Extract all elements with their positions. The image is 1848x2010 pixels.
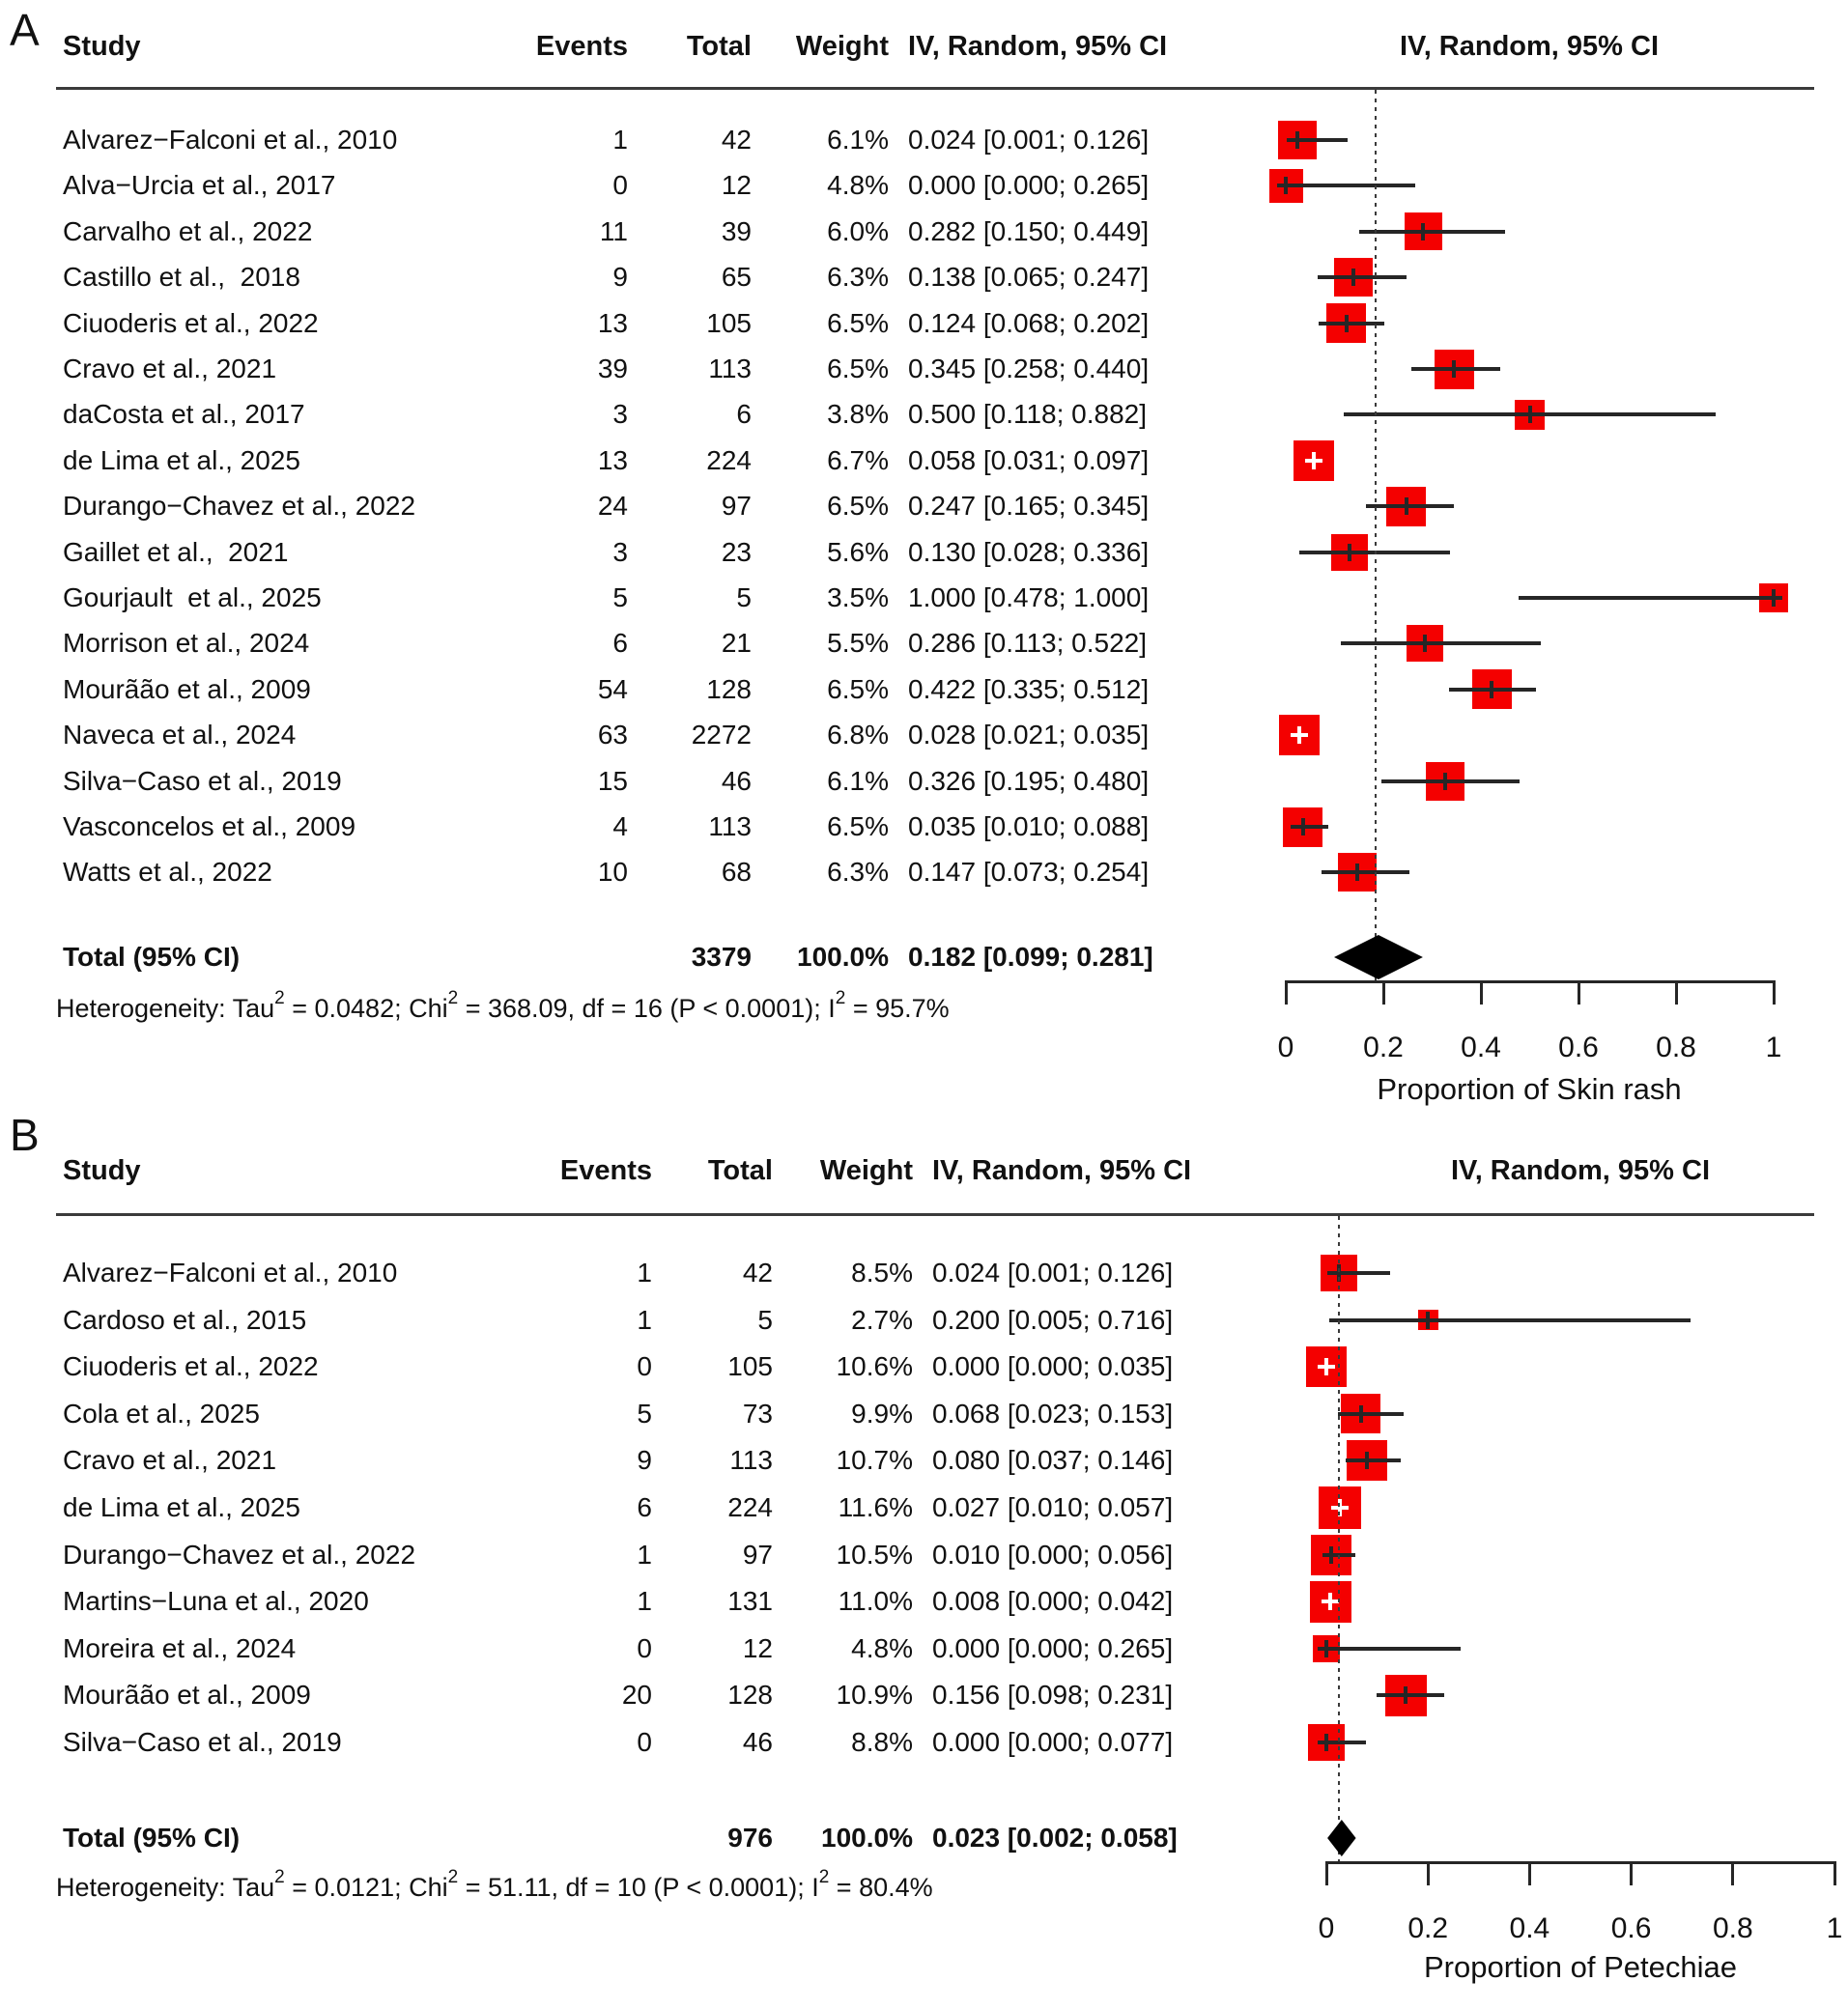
total-row-total: 976 (727, 1823, 773, 1853)
weight-value: 10.6% (836, 1351, 913, 1382)
events-value: 6 (637, 1492, 652, 1522)
axis-tick (1630, 1861, 1633, 1885)
weight-value: 4.8% (827, 170, 889, 201)
total-row-ci: 0.023 [0.002; 0.058] (932, 1823, 1178, 1853)
axis-tick-label: 0.8 (1712, 1912, 1753, 1944)
weight-value: 6.8% (827, 720, 889, 750)
header-rule (56, 1213, 1814, 1216)
study-name: daCosta et al., 2017 (63, 399, 305, 430)
ci-text: 0.138 [0.065; 0.247] (908, 262, 1150, 293)
events-value: 3 (612, 399, 628, 430)
column-header-plot: IV, Random, 95% CI (1399, 31, 1660, 62)
axis-tick-label: 0.6 (1610, 1912, 1652, 1944)
ci-line (1338, 1412, 1404, 1416)
ci-text: 0.130 [0.028; 0.336] (908, 536, 1150, 567)
weight-value: 6.5% (827, 307, 889, 338)
study-name: Watts et al., 2022 (63, 857, 272, 888)
ci-text: 0.147 [0.073; 0.254] (908, 857, 1150, 888)
weight-value: 5.6% (827, 536, 889, 567)
events-value: 24 (597, 491, 628, 522)
weight-value: 5.5% (827, 628, 889, 659)
events-value: 1 (637, 1539, 652, 1570)
ci-text: 0.028 [0.021; 0.035] (908, 720, 1150, 750)
superscript: 2 (447, 988, 459, 1008)
axis-tick-label: 1 (1765, 1032, 1782, 1063)
total-value: 105 (727, 1351, 773, 1382)
weight-value: 6.5% (827, 673, 889, 704)
study-name: Ciuoderis et al., 2022 (63, 307, 319, 338)
ci-text: 0.058 [0.031; 0.097] (908, 444, 1150, 475)
study-name: Cravo et al., 2021 (63, 1445, 277, 1476)
heterogeneity-segment: = 80.4% (829, 1872, 933, 1902)
total-value: 128 (706, 673, 752, 704)
ci-text: 0.000 [0.000; 0.077] (932, 1727, 1174, 1757)
study-name: Moreira et al., 2024 (63, 1632, 297, 1663)
study-name: de Lima et al., 2025 (63, 1492, 300, 1522)
axis-tick-label: 0 (1277, 1032, 1294, 1063)
weight-value: 11.6% (838, 1492, 913, 1522)
axis-tick (1325, 1861, 1328, 1885)
study-name: Martins−Luna et al., 2020 (63, 1586, 369, 1617)
ci-text: 0.000 [0.000; 0.265] (908, 170, 1150, 201)
total-value: 6 (736, 399, 752, 430)
superscript: 2 (818, 1867, 830, 1887)
total-value: 12 (742, 1632, 773, 1663)
events-value: 11 (599, 215, 628, 246)
total-row-weight: 100.0% (821, 1823, 913, 1853)
total-value: 105 (706, 307, 752, 338)
column-header-ci: IV, Random, 95% CI (932, 1155, 1192, 1186)
total-value: 23 (721, 536, 752, 567)
point-marker (1324, 1358, 1328, 1375)
study-name: Durango−Chavez et al., 2022 (63, 1539, 416, 1570)
x-axis-line (1325, 1861, 1836, 1864)
events-value: 1 (612, 125, 628, 155)
heterogeneity-segment: = 0.0121; Chi (284, 1872, 448, 1902)
axis-tick-label: 0.6 (1558, 1032, 1599, 1063)
ci-text: 0.024 [0.001; 0.126] (932, 1258, 1174, 1288)
weight-value: 6.1% (827, 765, 889, 796)
column-header-events: Events (559, 1155, 652, 1186)
events-value: 1 (637, 1304, 652, 1335)
point-marker (1328, 1593, 1332, 1610)
axis-tick-label: 0.8 (1656, 1032, 1696, 1063)
ci-text: 0.200 [0.005; 0.716] (932, 1304, 1174, 1335)
weight-value: 10.9% (836, 1680, 913, 1711)
point-marker (1324, 1734, 1328, 1751)
events-value: 0 (612, 170, 628, 201)
study-name: Alva−Urcia et al., 2017 (63, 170, 336, 201)
study-name: Cola et al., 2025 (63, 1398, 260, 1429)
total-value: 113 (708, 811, 752, 841)
weight-value: 6.5% (827, 811, 889, 841)
total-value: 68 (721, 857, 752, 888)
study-name: Carvalho et al., 2022 (63, 215, 313, 246)
axis-tick (1427, 1861, 1430, 1885)
superscript: 2 (274, 988, 285, 1008)
total-row-ci: 0.182 [0.099; 0.281] (908, 942, 1153, 972)
events-value: 6 (612, 628, 628, 659)
column-header-weight: Weight (819, 1155, 913, 1186)
study-name: Vasconcelos et al., 2009 (63, 811, 356, 841)
ci-text: 0.286 [0.113; 0.522] (908, 628, 1148, 659)
study-name: Alvarez−Falconi et al., 2010 (63, 125, 398, 155)
total-row-weight: 100.0% (797, 942, 889, 972)
study-name: Castillo et al., 2018 (63, 262, 300, 293)
heterogeneity-segment: = 368.09, df = 16 (P < 0.0001); I (458, 993, 836, 1023)
pooled-reference-line (1338, 1216, 1340, 1861)
ci-text: 1.000 [0.478; 1.000] (908, 582, 1150, 612)
total-row-label: Total (95% CI) (63, 1823, 241, 1853)
total-value: 39 (721, 215, 752, 246)
weight-value: 6.1% (827, 125, 889, 155)
study-name: Gaillet et al., 2021 (63, 536, 289, 567)
study-name: Cravo et al., 2021 (63, 354, 277, 383)
total-value: 46 (742, 1727, 773, 1757)
study-name: de Lima et al., 2025 (63, 444, 300, 475)
weight-value: 8.5% (851, 1258, 913, 1288)
axis-tick (1528, 1861, 1531, 1885)
column-header-plot: IV, Random, 95% CI (1450, 1155, 1711, 1186)
weight-value: 4.8% (851, 1632, 913, 1663)
total-value: 2272 (691, 720, 752, 750)
weight-value: 9.9% (851, 1398, 913, 1429)
events-value: 4 (612, 811, 628, 841)
total-value: 21 (721, 628, 752, 659)
x-axis-title: Proportion of Skin rash (1377, 1072, 1682, 1106)
heterogeneity-segment: = 95.7% (845, 993, 950, 1023)
axis-tick-label: 0 (1318, 1912, 1335, 1944)
ci-text: 0.345 [0.258; 0.440] (908, 354, 1150, 383)
events-value: 0 (637, 1632, 652, 1663)
ci-text: 0.000 [0.000; 0.035] (932, 1351, 1174, 1382)
axis-tick-label: 0.2 (1407, 1912, 1449, 1944)
events-value: 9 (637, 1445, 652, 1476)
weight-value: 6.3% (827, 262, 889, 293)
weight-value: 10.7% (836, 1445, 913, 1476)
events-value: 9 (612, 262, 628, 293)
ci-text: 0.008 [0.000; 0.042] (932, 1586, 1174, 1617)
ci-text: 0.027 [0.010; 0.057] (932, 1492, 1174, 1522)
events-value: 10 (597, 857, 628, 888)
column-header-ci: IV, Random, 95% CI (908, 31, 1168, 62)
ci-line (1326, 1647, 1461, 1651)
ci-text: 0.326 [0.195; 0.480] (908, 765, 1150, 796)
axis-tick-label: 0.2 (1363, 1032, 1404, 1063)
weight-value: 2.7% (851, 1304, 913, 1335)
heterogeneity-segment: Heterogeneity: Tau (56, 993, 275, 1023)
study-name: Morrison et al., 2024 (63, 628, 310, 659)
heterogeneity-segment: Heterogeneity: Tau (56, 1872, 275, 1902)
column-header-total: Total (707, 1155, 773, 1186)
events-value: 5 (637, 1398, 652, 1429)
point-marker (1359, 1405, 1363, 1423)
total-value: 42 (742, 1258, 773, 1288)
total-value: 97 (721, 491, 752, 522)
weight-value: 6.5% (827, 354, 889, 383)
point-marker (1329, 1546, 1333, 1564)
ci-text: 0.156 [0.098; 0.231] (932, 1680, 1174, 1711)
total-value: 224 (706, 444, 752, 475)
ci-text: 0.024 [0.001; 0.126] (908, 125, 1150, 155)
events-value: 3 (612, 536, 628, 567)
ci-text: 0.035 [0.010; 0.088] (908, 811, 1150, 841)
events-value: 0 (637, 1727, 652, 1757)
study-name: Durango−Chavez et al., 2022 (63, 491, 416, 522)
total-value: 113 (729, 1445, 773, 1476)
study-name: Ciuoderis et al., 2022 (63, 1351, 319, 1382)
ci-text: 0.010 [0.000; 0.056] (932, 1539, 1174, 1570)
panel-label-a: A (10, 5, 40, 55)
column-header-total: Total (686, 31, 752, 62)
total-value: 12 (721, 170, 752, 201)
column-header-study: Study (63, 31, 141, 62)
study-name: Mourãão et al., 2009 (63, 673, 311, 704)
study-name: Naveca et al., 2024 (63, 720, 297, 750)
ci-text: 0.247 [0.165; 0.345] (908, 491, 1150, 522)
total-value: 128 (727, 1680, 773, 1711)
ci-text: 0.124 [0.068; 0.202] (908, 307, 1150, 338)
heterogeneity-text (56, 1867, 933, 1905)
ci-text: 0.422 [0.335; 0.512] (908, 673, 1150, 704)
total-row-label: Total (95% CI) (63, 942, 241, 972)
weight-value: 6.7% (827, 444, 889, 475)
axis-tick (1834, 1861, 1836, 1885)
panel-label-b: B (10, 1110, 40, 1160)
weight-value: 3.5% (827, 582, 889, 612)
total-value: 113 (708, 354, 752, 383)
weight-value: 6.5% (827, 491, 889, 522)
total-value: 224 (727, 1492, 773, 1522)
weight-value: 8.8% (851, 1727, 913, 1757)
study-name: Silva−Caso et al., 2019 (63, 765, 342, 796)
x-axis-title: Proportion of Petechiae (1424, 1950, 1737, 1984)
weight-value: 10.5% (836, 1539, 913, 1570)
total-value: 73 (742, 1398, 773, 1429)
events-value: 13 (597, 444, 628, 475)
study-name: Gourjault et al., 2025 (63, 582, 322, 612)
point-marker (1404, 1686, 1407, 1704)
ci-line (1329, 1318, 1691, 1322)
total-value: 5 (736, 582, 752, 612)
ci-text: 0.000 [0.000; 0.265] (932, 1632, 1174, 1663)
axis-tick-label: 0.4 (1461, 1032, 1501, 1063)
events-value: 15 (597, 765, 628, 796)
superscript: 2 (835, 988, 846, 1008)
total-value: 97 (742, 1539, 773, 1570)
total-value: 65 (721, 262, 752, 293)
study-name: Mourãão et al., 2009 (63, 1680, 311, 1711)
events-value: 1 (637, 1586, 652, 1617)
events-value: 5 (612, 582, 628, 612)
weight-value: 6.3% (827, 857, 889, 888)
point-marker (1324, 1640, 1328, 1657)
heterogeneity-segment: = 51.11, df = 10 (P < 0.0001); I (458, 1872, 819, 1902)
total-value: 131 (727, 1586, 773, 1617)
total-value: 5 (757, 1304, 773, 1335)
weight-value: 3.8% (827, 399, 889, 430)
ci-text: 0.282 [0.150; 0.449] (908, 215, 1150, 246)
events-value: 1 (637, 1258, 652, 1288)
column-header-weight: Weight (795, 31, 889, 62)
column-header-events: Events (535, 31, 628, 62)
axis-tick-label: 0.4 (1509, 1912, 1550, 1944)
total-row-total: 3379 (691, 942, 752, 972)
column-header-study: Study (63, 1155, 141, 1186)
weight-value: 11.0% (838, 1586, 913, 1617)
total-value: 46 (721, 765, 752, 796)
point-marker (1365, 1452, 1369, 1469)
point-marker (1426, 1312, 1430, 1329)
ci-text: 0.500 [0.118; 0.882] (908, 399, 1148, 430)
ci-text: 0.080 [0.037; 0.146] (932, 1445, 1174, 1476)
weight-value: 6.0% (827, 215, 889, 246)
study-name: Cardoso et al., 2015 (63, 1304, 307, 1335)
study-name: Silva−Caso et al., 2019 (63, 1727, 342, 1757)
ci-text: 0.068 [0.023; 0.153] (932, 1398, 1174, 1429)
axis-tick-label: 1 (1826, 1912, 1843, 1944)
events-value: 54 (597, 673, 628, 704)
pooled-diamond (1327, 1820, 1356, 1856)
superscript: 2 (274, 1867, 285, 1887)
total-value: 42 (721, 125, 752, 155)
events-value: 13 (597, 307, 628, 338)
events-value: 63 (597, 720, 628, 750)
axis-tick (1731, 1861, 1734, 1885)
events-value: 39 (597, 354, 628, 383)
events-value: 20 (621, 1680, 652, 1711)
superscript: 2 (447, 1867, 459, 1887)
events-value: 0 (637, 1351, 652, 1382)
study-name: Alvarez−Falconi et al., 2010 (63, 1258, 398, 1288)
heterogeneity-segment: = 0.0482; Chi (284, 993, 448, 1023)
